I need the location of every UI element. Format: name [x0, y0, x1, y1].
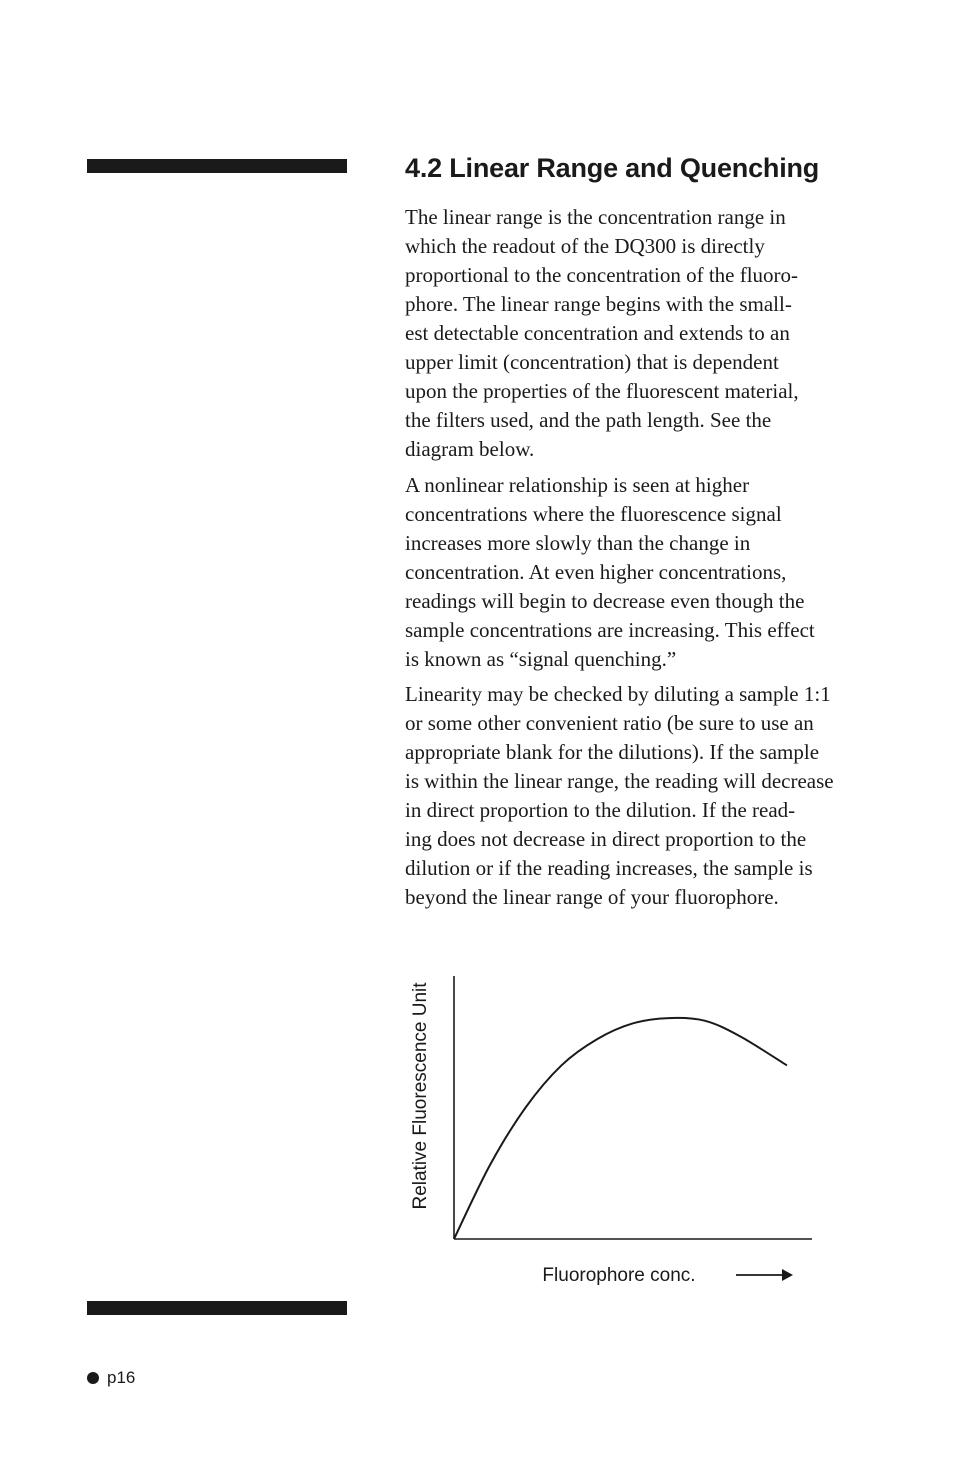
linear-range-chart [400, 960, 840, 1295]
y-axis-label: Relative Fluorescence Unit [410, 982, 431, 1210]
text-line: concentration. At even higher concentrations, [405, 560, 787, 584]
text-line: upon the properties of the fluorescent material, [405, 379, 799, 403]
text-line: dilution or if the reading increases, the sample is [405, 856, 813, 880]
text-line: Linearity may be checked by diluting a sample 1:1 [405, 682, 831, 706]
bottom-rule [87, 1301, 347, 1315]
text-line: concentrations where the fluorescence signal [405, 502, 782, 526]
text-line: is known as “signal quenching.” [405, 647, 677, 671]
text-line: upper limit (concentration) that is dependent [405, 350, 779, 374]
paragraph-linear-range [405, 203, 875, 464]
text-line: or some other convenient ratio (be sure to use an [405, 711, 814, 735]
text-line: the filters used, and the path length. See the [405, 408, 772, 432]
text-line: readings will begin to decrease even though the [405, 589, 805, 613]
text-line: A nonlinear relationship is seen at higher [405, 473, 750, 497]
text-line: beyond the linear range of your fluorophore. [405, 885, 779, 909]
paragraph-quenching [405, 471, 875, 674]
x-axis-label: Fluorophore conc. [542, 1265, 696, 1286]
text-line: which the readout of the DQ300 is directly [405, 234, 765, 258]
text-line: ing does not decrease in direct proportion to the [405, 827, 807, 851]
top-rule [87, 159, 347, 173]
page-footer [87, 1368, 135, 1388]
text-line: increases more slowly than the change in [405, 531, 751, 555]
text-line: in direct proportion to the dilution. If the read- [405, 798, 796, 822]
text-line: diagram below. [405, 437, 535, 461]
paragraph-linearity-check [405, 680, 875, 912]
text-line: proportional to the concentration of the fluoro- [405, 263, 799, 287]
page-number: p16 [107, 1368, 136, 1387]
text-line: sample concentrations are increasing. This effect [405, 618, 815, 642]
text-line: phore. The linear range begins with the small- [405, 292, 792, 316]
arrow-head-icon [782, 1269, 793, 1281]
text-line: est detectable concentration and extends to an [405, 321, 790, 345]
text-line: appropriate blank for the dilutions). If the sample [405, 740, 820, 764]
series-line-0 [454, 1018, 787, 1239]
text-line: The linear range is the concentration range in [405, 205, 786, 229]
series-layer [454, 1018, 787, 1239]
text-line: is within the linear range, the reading will decrease [405, 769, 834, 793]
section-heading: 4.2 Linear Range and Quenching [405, 153, 820, 183]
bullet-dot-icon [87, 1372, 99, 1384]
